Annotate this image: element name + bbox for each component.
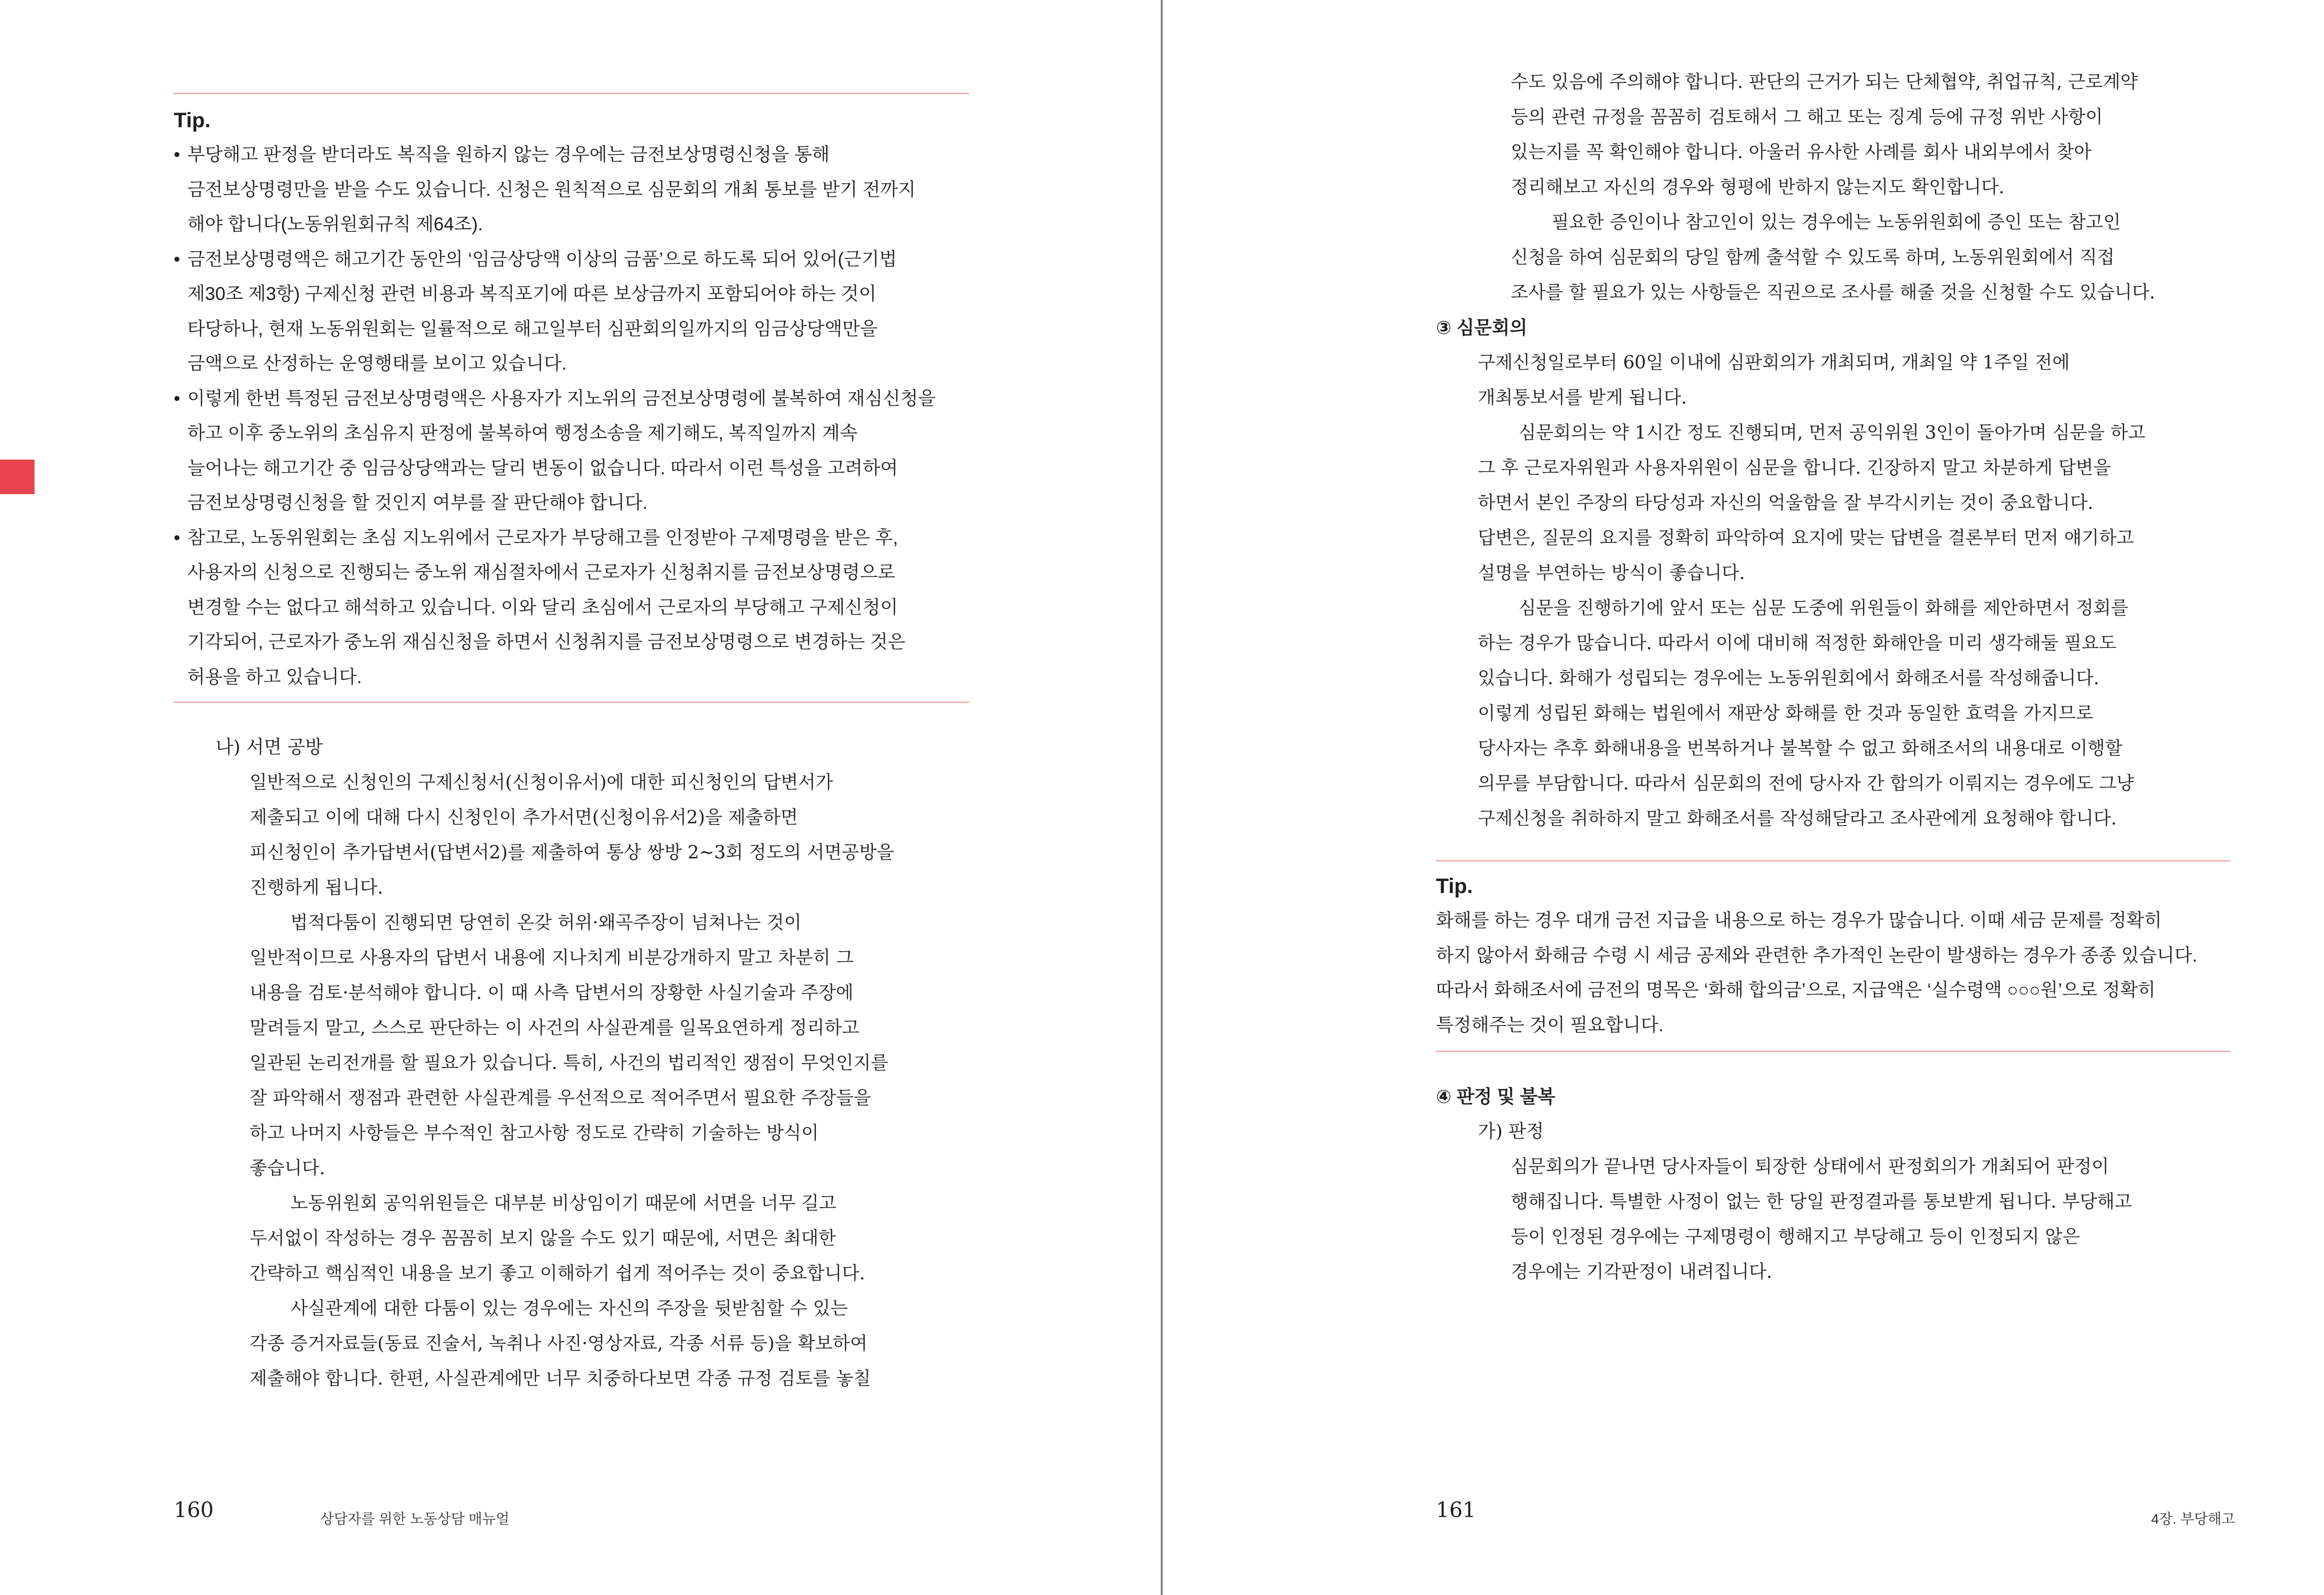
body-paragraph: 사실관계에 대한 다툼이 있는 경우에는 자신의 주장을 뒷받침할 수 있는 각종 증거자료들(동료 진술서, 녹취나 사진·영상자료, 각종 서류 등)을 확보하여 제출해야 합니다. 한편, 사실관계에만 너무 치중하다보면 각종 규정 검토를 놓칠 [250, 1298, 871, 1389]
tip-item [174, 138, 969, 242]
tip-item-text: 참고로, 노동위원회는 초심 지노위에서 근로자가 부당해고를 인정받아 구제명령을 받은 후, 사용자의 신청으로 진행되는 중노위 재심절차에서 근로자가 신청취지를 금전보상명령으로 변경할 수는 없다고 해석하고 있습니다. 이와 달리 초심에서 근로자의 부당해고 구제신청이 기각되어, 근로자가 중노위 재심신청을 하면서 신청취지를 금전보상명령으로 변경하는 것은 허용을 하고 있습니다. [187, 527, 906, 687]
tip-top-rule [1436, 860, 2230, 862]
body-paragraph: 심문회의는 약 1시간 정도 진행되며, 먼저 공익위원 3인이 돌아가며 심문을 하고 그 후 근로자위원과 사용자위원이 심문을 합니다. 긴장하지 말고 차분하게 답변을 하면서 본인 주장의 타당성과 자신의 억울함을 잘 부각시키는 것이 중요합니다. 답변은, 질문의 요지를 정확히 파악하여 요지에 맞는 답변을 결론부터 먼저 얘기하고 설명을 부연하는 방식이 좋습니다. [1478, 422, 2146, 584]
running-title: 상담자를 위한 노동상담 매뉴얼 [320, 1511, 510, 1527]
running-title: 4장. 부당해고 [2151, 1511, 2235, 1527]
body-paragraph: 심문회의가 끝나면 당사자들이 퇴장한 상태에서 판정회의가 개최되어 판정이 행해집니다. 특별한 사정이 없는 한 당일 판정결과를 통보받게 됩니다. 부당해고 등이 인정된 경우에는 구제명령이 행해지고 부당해고 등이 인정되지 않은 경우에는 기각판정이 내려집니다. [1511, 1156, 2132, 1282]
section-hearing [1436, 310, 2324, 836]
page-number: 160 [174, 1498, 214, 1522]
tip-bottom-rule [174, 701, 969, 703]
section-heading: ④ 판정 및 불복 [1436, 1087, 1555, 1107]
page-number: 161 [1436, 1498, 1476, 1522]
tip-text: 화해를 하는 경우 대개 금전 지급을 내용으로 하는 경우가 많습니다. 이때 세금 문제를 정확히 하지 않아서 화해금 수령 시 세금 공제와 관련한 추가적인 논란이 발생하는 경우가 종종 있습니다. 따라서 화해조서에 금전의 명목은 ‘화해 합의금’으로, 지급액은 ‘실수령액 ○○○원’으로 정확히 특정해주는 것이 필요합니다. [1436, 910, 2197, 1035]
left-page [0, 0, 1161, 1595]
continuation-text [1511, 65, 2324, 310]
section-body [1436, 1114, 2324, 1290]
bullet-icon: • [174, 144, 181, 165]
subsection-body [1478, 1150, 2324, 1290]
section-heading: ③ 심문회의 [1436, 318, 1528, 338]
body-paragraph: 구제신청일로부터 60일 이내에 심판회의가 개최되며, 개최일 약 1주일 전에 개최통보서를 받게 됩니다. [1478, 352, 2070, 408]
left-tip-box [174, 103, 969, 695]
tip-title: Tip. [174, 109, 211, 132]
section-body [216, 765, 969, 1397]
body-paragraph: 수도 있음에 주의해야 합니다. 판단의 근거가 되는 단체협약, 취업규칙, 근로계약 등의 관련 규정을 꼼꼼히 검토해서 그 해고 또는 징계 등에 규정 위반 사항이 있는지를 꼭 확인해야 합니다. 아울러 유사한 사례를 회사 내외부에서 찾아 정리해보고 자신의 경우와 형평에 반하지 않는지도 확인합니다. [1511, 72, 2138, 198]
body-paragraph: 노동위원회 공익위원들은 대부분 비상임이기 때문에 서면을 너무 길고 두서없이 작성하는 경우 꼼꼼히 보지 않을 수도 있기 때문에, 서면은 최대한 간략하고 핵심적인 내용을 보기 좋고 이해하기 쉽게 적어주는 것이 중요합니다. [250, 1193, 866, 1284]
tip-item [174, 382, 969, 521]
body-paragraph: 일반적으로 신청인의 구제신청서(신청이유서)에 대한 피신청인의 답변서가 제출되고 이에 대해 다시 신청인이 추가서면(신청이유서2)을 제출하면 피신청인이 추가답변서(답변서2)를 제출하여 통상 쌍방 2~3회 정도의 서면공방을 진행하게 됩니다. [250, 772, 894, 898]
tip-title: Tip. [1436, 875, 1473, 898]
tip-item [174, 242, 969, 382]
section-ruling [1436, 1079, 2324, 1290]
section-body [1436, 345, 2324, 836]
subsection-heading: 가) 판정 [1478, 1121, 1544, 1142]
body-paragraph: 필요한 증인이나 참고인이 있는 경우에는 노동위원회에 증인 또는 참고인 신청을 하여 심문회의 당일 함께 출석할 수 있도록 하며, 노동위원회에서 직접 조사를 할 필요가 있는 사항들은 직권으로 조사를 해줄 것을 신청할 수도 있습니다. [1511, 212, 2155, 303]
tip-item [174, 521, 969, 695]
bullet-icon: • [174, 527, 181, 548]
bullet-icon: • [174, 388, 181, 409]
section-written-arguments [216, 730, 969, 1397]
body-paragraph: 법적다툼이 진행되면 당연히 온갖 허위·왜곡주장이 넘쳐나는 것이 일반적이므로 사용자의 답변서 내용에 지나치게 비분강개하지 말고 차분히 그 내용을 검토·분석해야 합니다. 이 때 사측 답변서의 장황한 사실기술과 주장에 말려들지 말고, 스스로 판단하는 이 사건의 사실관계를 일목요연하게 정리하고 일관된 논리전개를 할 필요가 있습니다. 특히, 사건의 법리적인 쟁점이 무엇인지를 잘 파악해서 쟁점과 관련한 사실관계를 우선적으로 적어주면서 필요한 주장들을 하고 나머지 사항들은 부수적인 참고사항 정도로 간략히 기술하는 방식이 좋습니다. [250, 912, 889, 1179]
tip-item-text: 이렇게 한번 특정된 금전보상명령액은 사용자가 지노위의 금전보상명령에 불복하여 재심신청을 하고 이후 중노위의 초심유지 판정에 불복하여 행정소송을 제기해도, 복직일까지 계속 늘어나는 해고기간 중 임금상당액과는 달리 변동이 없습니다. 따라서 이런 특성을 고려하여 금전보상명령신청을 할 것인지 여부를 잘 판단해야 합니다. [187, 388, 936, 513]
tip-top-rule [174, 93, 969, 94]
right-page [1163, 0, 2324, 1595]
tip-bottom-rule [1436, 1051, 2230, 1052]
right-tip-box [1436, 869, 2230, 1043]
body-paragraph: 심문을 진행하기에 앞서 또는 심문 도중에 위원들이 화해를 제안하면서 정회를 하는 경우가 많습니다. 따라서 이에 대비해 적정한 화해안을 미리 생각해둘 필요도 있습니다. 화해가 성립되는 경우에는 노동위원회에서 화해조서를 작성해줍니다. 이렇게 성립된 화해는 법원에서 재판상 화해를 한 것과 동일한 효력을 가지므로 당사자는 추후 화해내용을 번복하거나 불복할 수 없고 화해조서의 내용대로 이행할 의무를 부담합니다. 따라서 심문회의 전에 당사자 간 합의가 이뤄지는 경우에도 그냥 구제신청을 취하하지 말고 화해조서를 작성해달라고 조사관에게 요청해야 합니다. [1478, 598, 2134, 829]
tip-item-text: 금전보상명령액은 해고기간 동안의 ‘임금상당액 이상의 금품’으로 하도록 되어 있어(근기법 제30조 제3항) 구제신청 관련 비용과 복직포기에 따른 보상금까지 포함되어야 하는 것이 타당하나, 현재 노동위원회는 일률적으로 해고일부터 심판회의일까지의 임금상당액만을 금액으로 산정하는 운영행태를 보이고 있습니다. [187, 249, 897, 374]
bullet-icon: • [174, 249, 181, 270]
tip-item-text: 부당해고 판정을 받더라도 복직을 원하지 않는 경우에는 금전보상명령신청을 통해 금전보상명령만을 받을 수도 있습니다. 신청은 원칙적으로 심문회의 개최 통보를 받기 전까지 해야 합니다(노동위원회규칙 제64조). [187, 144, 916, 235]
section-heading: 나) 서면 공방 [216, 737, 323, 758]
